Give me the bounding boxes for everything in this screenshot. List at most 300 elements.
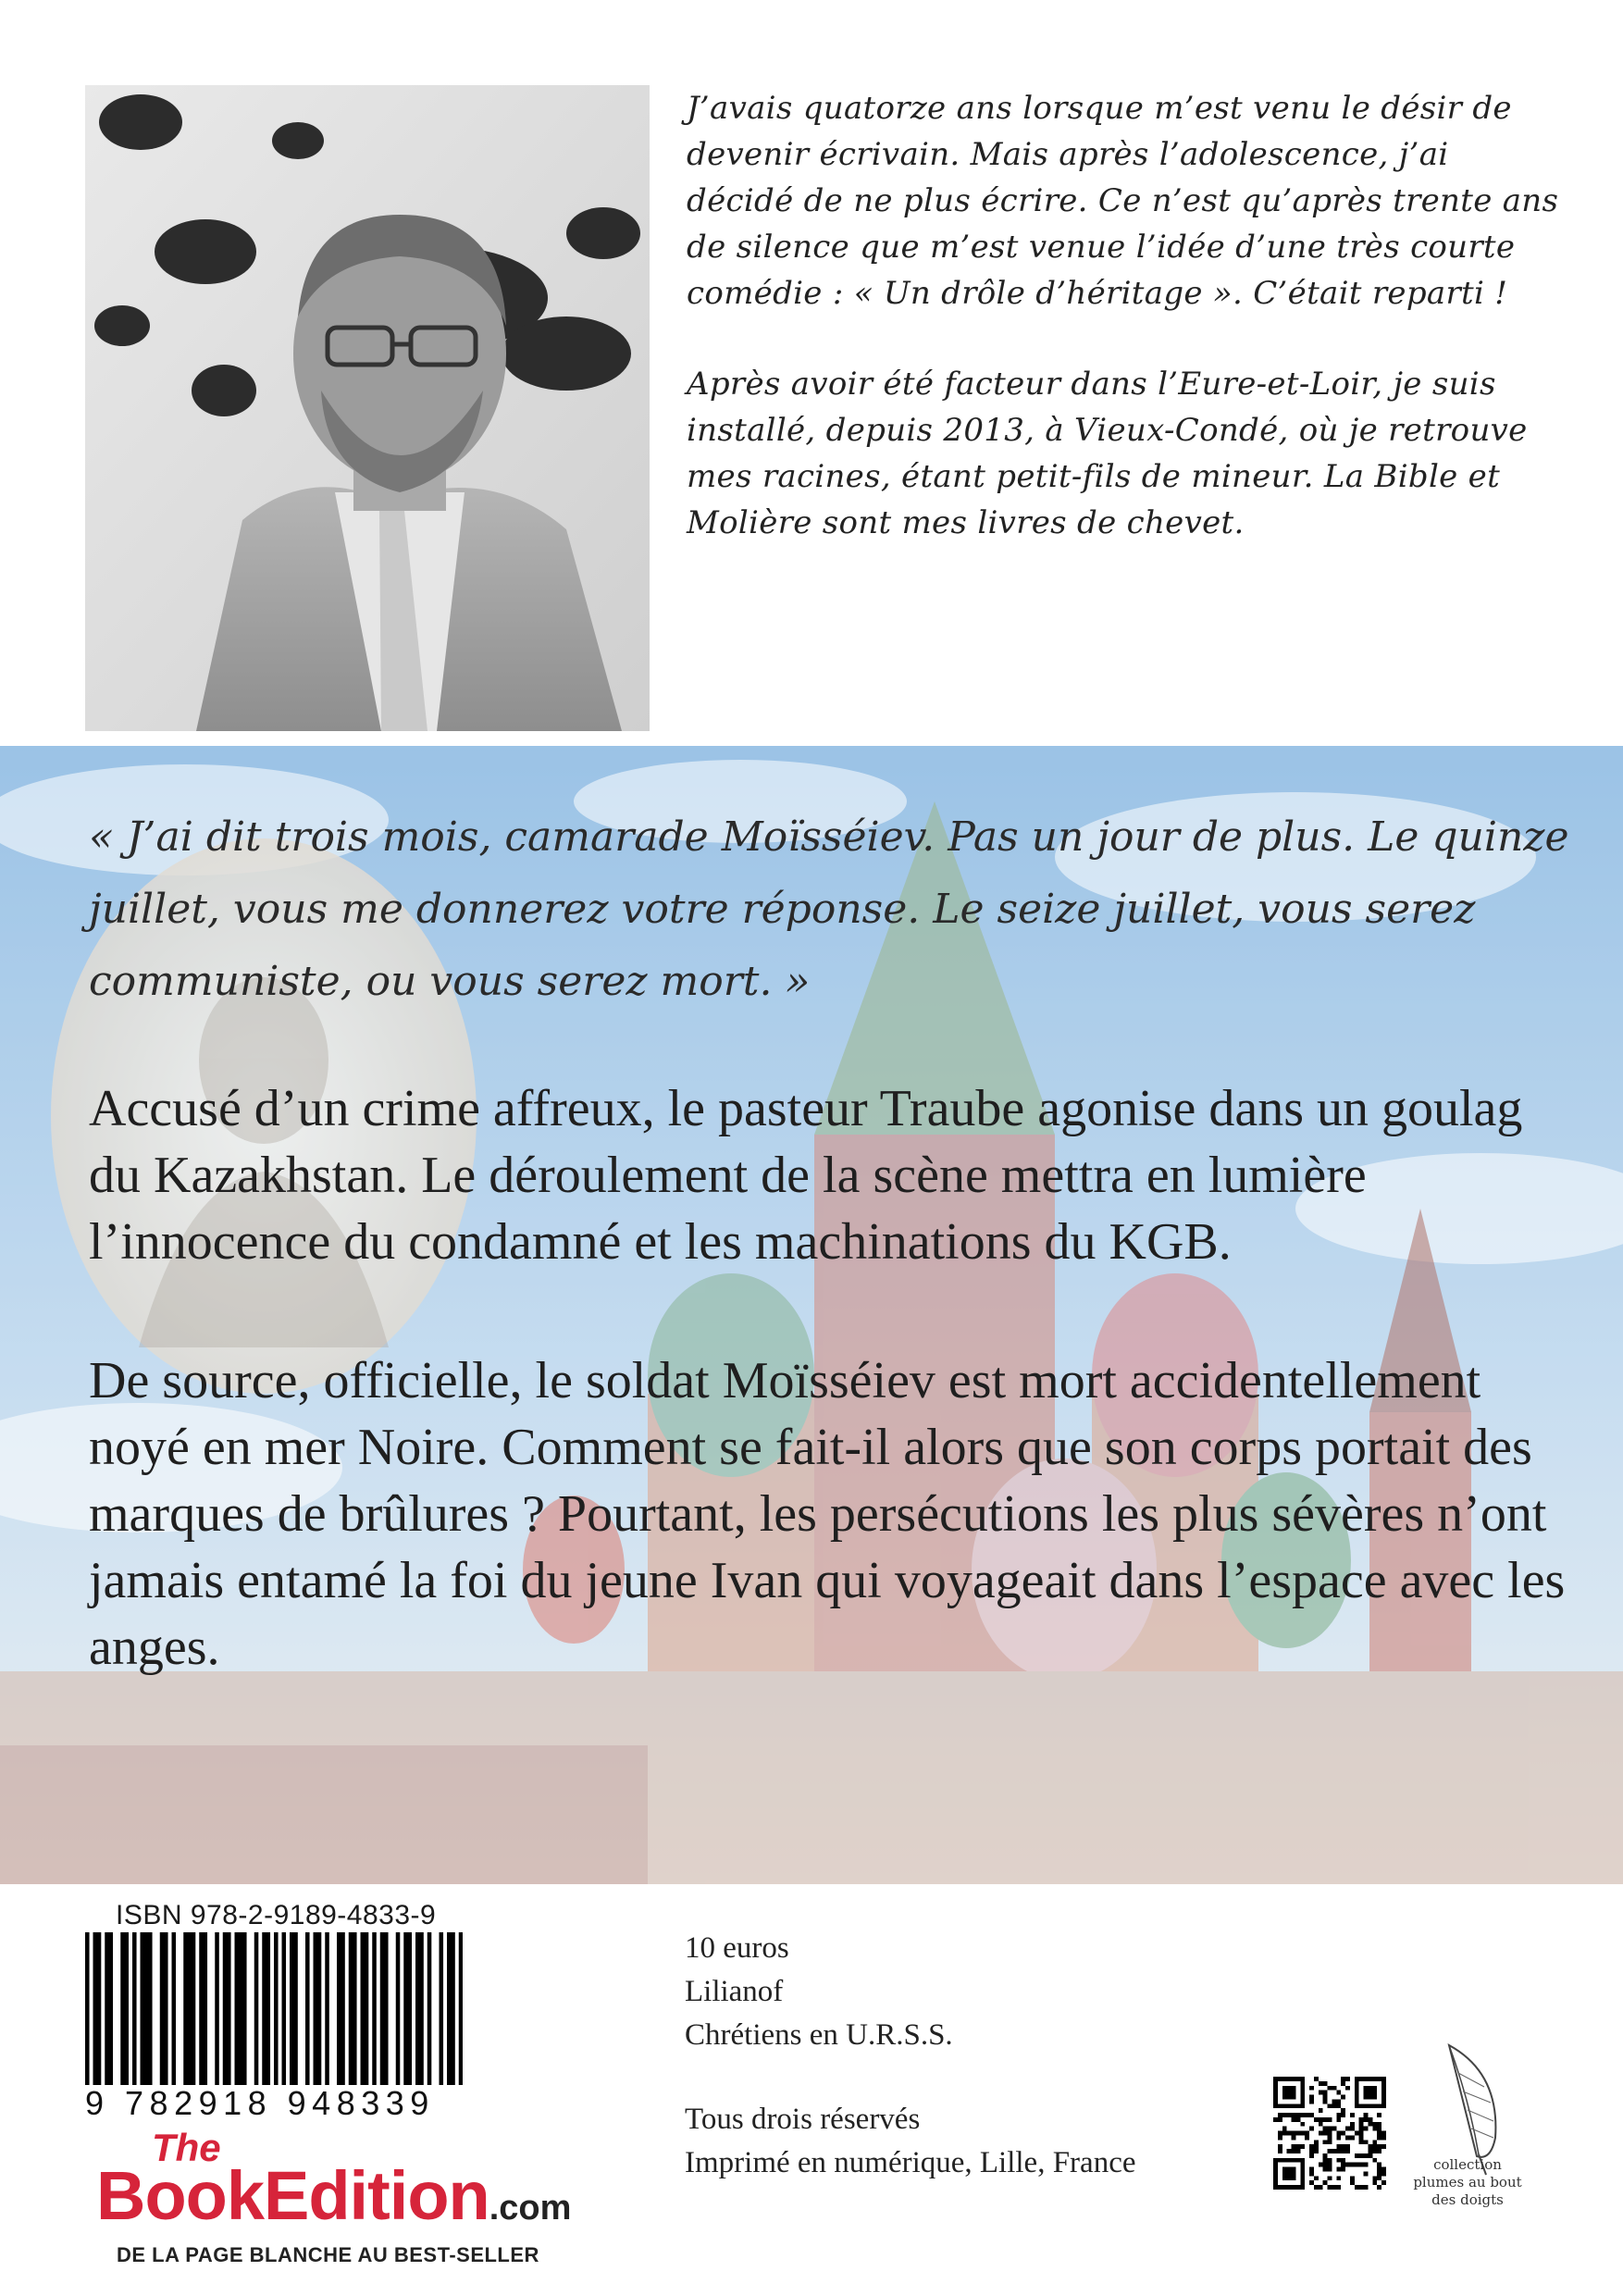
qr-module [1292, 2077, 1296, 2081]
qr-module [1359, 2104, 1364, 2108]
qr-module [1359, 2163, 1364, 2167]
barcode-bar [85, 1932, 90, 2085]
qr-module [1323, 2167, 1328, 2172]
qr-module [1341, 2131, 1345, 2136]
qr-module [1345, 2086, 1350, 2091]
qr-module [1273, 2091, 1278, 2095]
barcode-bar [365, 1932, 369, 2085]
barcode-bar [380, 1932, 385, 2085]
rights-notice: Tous drois réservés [685, 2103, 921, 2136]
qr-module [1359, 2135, 1364, 2140]
qr-module [1319, 2122, 1323, 2127]
qr-module [1278, 2131, 1282, 2136]
qr-module [1282, 2167, 1287, 2172]
barcode-bar [262, 1932, 266, 2085]
qr-module [1273, 2104, 1278, 2108]
logo-the: The [152, 2126, 221, 2169]
barcode-bar [183, 1932, 188, 2085]
qr-module [1336, 2099, 1341, 2104]
qr-module [1355, 2153, 1359, 2158]
qr-module [1364, 2127, 1369, 2131]
qr-module [1372, 2104, 1377, 2108]
qr-module [1328, 2104, 1332, 2108]
qr-module [1287, 2149, 1292, 2153]
qr-module [1287, 2091, 1292, 2095]
qr-module [1323, 2091, 1328, 2095]
qr-module [1282, 2158, 1287, 2163]
qr-module [1323, 2117, 1328, 2122]
qr-module [1332, 2104, 1336, 2108]
qr-module [1278, 2158, 1282, 2163]
qr-module [1359, 2153, 1364, 2158]
qr-module [1328, 2127, 1332, 2131]
qr-module [1287, 2158, 1292, 2163]
qr-module [1314, 2176, 1319, 2180]
logo-tagline: DE LA PAGE BLANCHE AU BEST-SELLER [117, 2243, 539, 2266]
barcode-bar [317, 1932, 322, 2085]
qr-module [1300, 2185, 1305, 2190]
bio-paragraph: J’avais quatorze ans lorsque m’est venu le désir de devenir écrivain. Mais après l’adolescence, j’ai décidé de ne plus écrire. Ce n’est qu’après trente ans de silence que m’est venue l’idée d’une très courte comédie : « Un drôle d’héritage ». C’était reparti ! [687, 90, 1559, 312]
qr-module [1359, 2127, 1364, 2131]
qr-module [1300, 2180, 1305, 2185]
barcode-bar [266, 1932, 271, 2085]
qr-module [1328, 2131, 1332, 2136]
qr-module [1282, 2171, 1287, 2176]
qr-module [1364, 2091, 1369, 2095]
qr-module [1314, 2149, 1319, 2153]
qr-module [1341, 2163, 1345, 2167]
qr-module [1309, 2149, 1314, 2153]
barcode-bar [282, 1932, 287, 2085]
barcode [85, 1932, 463, 2085]
qr-module [1328, 2185, 1332, 2190]
barcode-bar [188, 1932, 192, 2085]
qr-module [1368, 2122, 1372, 2127]
barcode-bar [372, 1932, 377, 2085]
barcode-bar [242, 1932, 247, 2085]
qr-module [1278, 2185, 1282, 2190]
qr-module [1300, 2095, 1305, 2100]
qr-module [1372, 2149, 1377, 2153]
qr-module [1364, 2171, 1369, 2176]
qr-module [1282, 2127, 1287, 2131]
qr-module [1273, 2163, 1278, 2167]
qr-module [1368, 2086, 1372, 2091]
qr-module [1287, 2086, 1292, 2091]
qr-module [1282, 2095, 1287, 2100]
qr-module [1372, 2077, 1377, 2081]
qr-module [1377, 2131, 1381, 2136]
qr-module [1364, 2077, 1369, 2081]
qr-module [1319, 2163, 1323, 2167]
barcode-bar [305, 1932, 310, 2085]
feather-quill-icon [1412, 2036, 1523, 2258]
qr-module [1295, 2185, 1300, 2190]
qr-module [1309, 2153, 1314, 2158]
qr-module [1282, 2113, 1287, 2117]
qr-module [1377, 2104, 1381, 2108]
qr-module [1300, 2081, 1305, 2086]
qr-module [1292, 2117, 1296, 2122]
qr-module [1377, 2077, 1381, 2081]
qr-module [1328, 2176, 1332, 2180]
qr-module [1372, 2180, 1377, 2185]
qr-module [1336, 2091, 1341, 2095]
qr-module [1323, 2158, 1328, 2163]
qr-module [1372, 2122, 1377, 2127]
qr-module [1323, 2127, 1328, 2131]
barcode-bar [290, 1932, 294, 2085]
barcode-bar [204, 1932, 208, 2085]
qr-module [1364, 2095, 1369, 2100]
qr-module [1377, 2127, 1381, 2131]
qr-module [1372, 2176, 1377, 2180]
qr-module [1341, 2113, 1345, 2117]
qr-module [1381, 2099, 1386, 2104]
qr-module [1368, 2117, 1372, 2122]
qr-module [1278, 2135, 1282, 2140]
qr-module [1309, 2127, 1314, 2131]
qr-module [1377, 2135, 1381, 2140]
qr-module [1295, 2149, 1300, 2153]
qr-module [1273, 2086, 1278, 2091]
qr-module [1350, 2135, 1355, 2140]
qr-module [1359, 2131, 1364, 2136]
qr-module [1273, 2117, 1278, 2122]
qr-module [1300, 2077, 1305, 2081]
qr-module [1309, 2086, 1314, 2091]
qr-module [1350, 2127, 1355, 2131]
qr-module [1300, 2176, 1305, 2180]
logo-brand [96, 2154, 571, 2250]
qr-module [1328, 2117, 1332, 2122]
barcode-bar [125, 1932, 130, 2085]
qr-module [1273, 2081, 1278, 2086]
barcode-bar [105, 1932, 109, 2085]
synopsis-paragraph: Accusé d’un crime affreux, le pasteur Traube agonise dans un goulag du Kazakhstan. Le déroulement de la scène mettra en lumière l’innocence du condamné et les machinations du KGB. [89, 1080, 1523, 1271]
barcode-bar [396, 1932, 401, 2085]
qr-module [1295, 2104, 1300, 2108]
qr-module [1328, 2140, 1332, 2144]
qr-module [1323, 2131, 1328, 2136]
qr-module [1278, 2144, 1282, 2149]
qr-module [1381, 2086, 1386, 2091]
qr-module [1323, 2099, 1328, 2104]
qr-module [1273, 2180, 1278, 2185]
qr-module [1319, 2131, 1323, 2136]
qr-module [1377, 2163, 1381, 2167]
qr-module [1300, 2099, 1305, 2104]
barcode-bar [120, 1932, 125, 2085]
barcode-bar [254, 1932, 259, 2085]
barcode-bar [141, 1932, 145, 2085]
qr-module [1323, 2140, 1328, 2144]
qr-module [1368, 2091, 1372, 2095]
qr-module [1292, 2185, 1296, 2190]
logo-brand-name: BookEdition [96, 2157, 489, 2234]
qr-module [1355, 2081, 1359, 2086]
qr-module [1377, 2149, 1381, 2153]
qr-module [1314, 2140, 1319, 2144]
qr-module [1350, 2163, 1355, 2167]
barcode-bar [235, 1932, 240, 2085]
bio-paragraph: Après avoir été facteur dans l’Eure-et-Loir, je suis installé, depuis 2013, à Vieux-Condé, où je retrouve mes racines, étant petit-fils de mineur. La Bible et Molière sont mes livres de chevet. [687, 366, 1528, 541]
qr-module [1364, 2153, 1369, 2158]
barcode-bar [223, 1932, 228, 2085]
qr-module [1323, 2081, 1328, 2086]
qr-module [1355, 2095, 1359, 2100]
author-name: Lilianof [685, 1975, 784, 2008]
qr-module [1328, 2135, 1332, 2140]
barcode-bar [239, 1932, 243, 2085]
qr-module [1287, 2104, 1292, 2108]
qr-module [1287, 2095, 1292, 2100]
qr-module [1368, 2095, 1372, 2100]
qr-module [1336, 2185, 1341, 2190]
barcode-bar [314, 1932, 318, 2085]
qr-module [1292, 2149, 1296, 2153]
qr-module [1355, 2099, 1359, 2104]
isbn-label: ISBN 978-2-9189-4833-9 [116, 1900, 437, 1930]
barcode-bar [337, 1932, 341, 2085]
qr-module [1368, 2144, 1372, 2149]
collection-label: collection plumes au bout des doigts [1413, 2156, 1522, 2208]
qr-module [1364, 2163, 1369, 2167]
qr-module [1364, 2104, 1369, 2108]
qr-module [1336, 2167, 1341, 2172]
qr-code [1273, 2077, 1386, 2190]
qr-module [1323, 2163, 1328, 2167]
qr-module [1295, 2131, 1300, 2136]
qr-module [1292, 2144, 1296, 2149]
qr-module [1350, 2113, 1355, 2117]
qr-module [1350, 2122, 1355, 2127]
qr-module [1319, 2108, 1323, 2113]
barcode-bar [427, 1932, 432, 2085]
qr-module [1359, 2122, 1364, 2127]
barcode-bar [274, 1932, 279, 2085]
qr-module [1319, 2081, 1323, 2086]
qr-module [1314, 2077, 1319, 2081]
qr-module [1355, 2086, 1359, 2091]
qr-module [1295, 2144, 1300, 2149]
qr-module [1292, 2086, 1296, 2091]
qr-module [1345, 2144, 1350, 2149]
barcode-bar [293, 1932, 298, 2085]
qr-module [1336, 2149, 1341, 2153]
barcode-bar [160, 1932, 165, 2085]
qr-module [1295, 2113, 1300, 2117]
qr-module [1292, 2095, 1296, 2100]
qr-module [1300, 2163, 1305, 2167]
author-bio [687, 85, 1566, 590]
qr-module [1328, 2163, 1332, 2167]
barcode-bar [451, 1932, 455, 2085]
qr-module [1278, 2117, 1282, 2122]
qr-module [1273, 2158, 1278, 2163]
qr-module [1292, 2176, 1296, 2180]
qr-module [1381, 2171, 1386, 2176]
qr-module [1372, 2127, 1377, 2131]
qr-module [1359, 2140, 1364, 2144]
qr-module [1336, 2176, 1341, 2180]
qr-module [1377, 2167, 1381, 2172]
logo-brand-suffix: .com [489, 2189, 572, 2228]
qr-module [1332, 2127, 1336, 2131]
qr-module [1364, 2113, 1369, 2117]
qr-module [1287, 2077, 1292, 2081]
qr-module [1381, 2091, 1386, 2095]
qr-module [1336, 2131, 1341, 2136]
qr-module [1355, 2077, 1359, 2081]
qr-module [1332, 2086, 1336, 2091]
qr-module [1368, 2104, 1372, 2108]
qr-module [1314, 2117, 1319, 2122]
barcode-bar [227, 1932, 231, 2085]
qr-module [1345, 2163, 1350, 2167]
qr-module [1332, 2099, 1336, 2104]
qr-module [1287, 2113, 1292, 2117]
qr-module [1292, 2113, 1296, 2117]
qr-module [1295, 2117, 1300, 2122]
qr-module [1381, 2095, 1386, 2100]
qr-module [1350, 2180, 1355, 2185]
barcode-bar [199, 1932, 204, 2085]
qr-module [1305, 2131, 1309, 2136]
qr-module [1300, 2091, 1305, 2095]
qr-module [1309, 2113, 1314, 2117]
qr-module [1381, 2131, 1386, 2136]
qr-module [1381, 2081, 1386, 2086]
qr-module [1345, 2135, 1350, 2140]
qr-module [1381, 2180, 1386, 2185]
qr-module [1381, 2077, 1386, 2081]
qr-module [1292, 2158, 1296, 2163]
qr-module [1278, 2113, 1282, 2117]
qr-module [1336, 2135, 1341, 2140]
qr-module [1305, 2135, 1309, 2140]
qr-module [1300, 2144, 1305, 2149]
qr-module [1282, 2176, 1287, 2180]
qr-module [1282, 2077, 1287, 2081]
barcode-bar [384, 1932, 389, 2085]
qr-module [1368, 2149, 1372, 2153]
qr-module [1292, 2104, 1296, 2108]
qr-module [1372, 2086, 1377, 2091]
qr-module [1341, 2149, 1345, 2153]
qr-module [1287, 2131, 1292, 2136]
qr-module [1341, 2108, 1345, 2113]
qr-module [1287, 2171, 1292, 2176]
qr-module [1292, 2135, 1296, 2140]
qr-module [1319, 2117, 1323, 2122]
qr-module [1359, 2077, 1364, 2081]
barcode-bar [132, 1932, 137, 2085]
qr-module [1282, 2104, 1287, 2108]
barcode-bar [148, 1932, 153, 2085]
barcode-bar [419, 1932, 424, 2085]
qr-module [1341, 2167, 1345, 2172]
qr-module [1300, 2171, 1305, 2176]
qr-module [1350, 2176, 1355, 2180]
qr-module [1336, 2113, 1341, 2117]
qr-module [1319, 2091, 1323, 2095]
barcode-bar [144, 1932, 149, 2085]
qr-module [1377, 2122, 1381, 2127]
qr-module [1345, 2127, 1350, 2131]
qr-module [1287, 2176, 1292, 2180]
qr-module [1359, 2185, 1364, 2190]
synopsis-paragraph: De source, officielle, le soldat Moïsséiev est mort accidentellement noyé en mer Noire. Comment se fait-il alors que son corps portait des marques de brûlures ? Pourtant, les persécutions les plus sévères n’ont jamais entamé la foi du jeune Ivan qui voyageait dans l’espace avec les anges. [89, 1352, 1566, 1676]
qr-module [1292, 2167, 1296, 2172]
barcode-bar [192, 1932, 196, 2085]
qr-module [1273, 2099, 1278, 2104]
qr-module [1305, 2113, 1309, 2117]
qr-module [1273, 2171, 1278, 2176]
qr-module [1381, 2167, 1386, 2172]
qr-module [1345, 2149, 1350, 2153]
qr-module [1355, 2104, 1359, 2108]
qr-module [1341, 2144, 1345, 2149]
qr-module [1282, 2086, 1287, 2091]
qr-module [1332, 2149, 1336, 2153]
qr-module [1292, 2091, 1296, 2095]
qr-module [1372, 2091, 1377, 2095]
qr-module [1377, 2171, 1381, 2176]
qr-module [1314, 2144, 1319, 2149]
qr-module [1323, 2095, 1328, 2100]
qr-module [1273, 2167, 1278, 2172]
qr-module [1314, 2185, 1319, 2190]
qr-module [1300, 2131, 1305, 2136]
barcode-bar [403, 1932, 408, 2085]
qr-module [1300, 2113, 1305, 2117]
qr-module [1345, 2077, 1350, 2081]
qr-module [1287, 2185, 1292, 2190]
qr-module [1292, 2131, 1296, 2136]
qr-module [1377, 2144, 1381, 2149]
qr-module [1377, 2176, 1381, 2180]
barcode-bar [408, 1932, 413, 2085]
qr-module [1372, 2140, 1377, 2144]
qr-module [1359, 2117, 1364, 2122]
qr-module [1278, 2077, 1282, 2081]
qr-module [1328, 2149, 1332, 2153]
qr-module [1368, 2077, 1372, 2081]
qr-module [1355, 2131, 1359, 2136]
qr-module [1336, 2104, 1341, 2108]
qr-module [1300, 2122, 1305, 2127]
qr-module [1364, 2185, 1369, 2190]
barcode-bar [172, 1932, 177, 2085]
qr-module [1332, 2185, 1336, 2190]
book-title: Chrétiens en U.R.S.S. [685, 2018, 953, 2052]
qr-module [1341, 2095, 1345, 2100]
qr-module [1377, 2185, 1381, 2190]
qr-module [1323, 2180, 1328, 2185]
qr-module [1372, 2158, 1377, 2163]
qr-module [1364, 2140, 1369, 2144]
barcode-bar [341, 1932, 345, 2085]
qr-module [1300, 2086, 1305, 2091]
qr-module [1319, 2185, 1323, 2190]
price: 10 euros [685, 1931, 789, 1965]
barcode-digits: 9 782918 948339 [85, 2084, 435, 2122]
qr-module [1309, 2095, 1314, 2100]
author-portrait-image [85, 85, 650, 731]
qr-module [1341, 2158, 1345, 2163]
qr-module [1323, 2153, 1328, 2158]
